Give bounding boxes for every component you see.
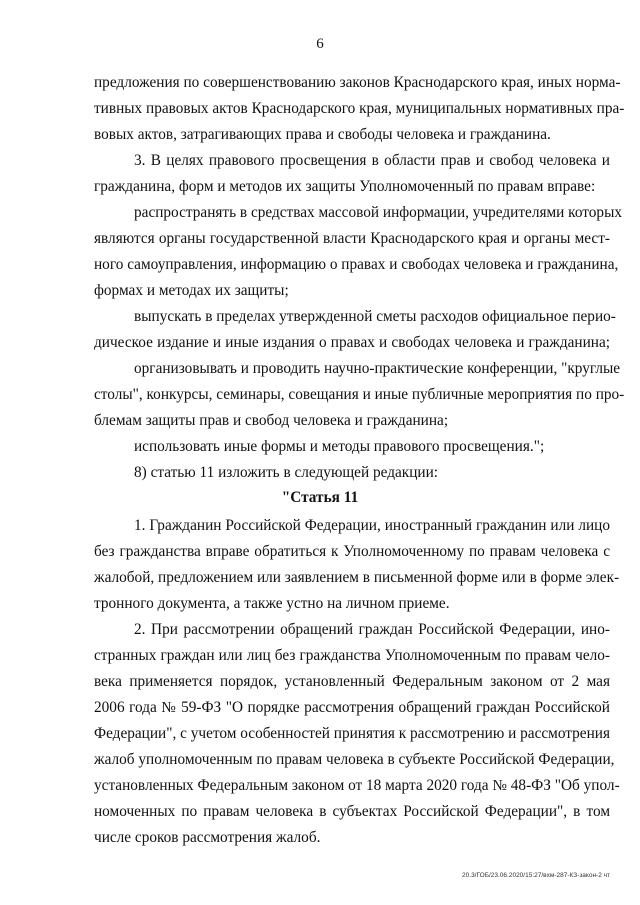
text-line: странных граждан или лиц без гражданства Уполномоченным по правам чело- bbox=[94, 647, 610, 664]
text-line: номоченных по правам человека в субъектах Российской Федерации", в том bbox=[94, 803, 610, 820]
page-number: 6 bbox=[316, 36, 324, 52]
article-heading: "Статья 11 bbox=[281, 489, 359, 506]
text-line: блемам защиты прав и свобод человека и гражданина; bbox=[94, 412, 449, 429]
text-line: дическое издание и иные издания о правах и свободах человека и гражданина; bbox=[94, 334, 610, 351]
text-line: ного самоуправления, информацию о правах и свободах человека и гражданина, bbox=[94, 256, 619, 273]
text-line: предложения по совершенствованию законов Краснодарского края, иных норма- bbox=[94, 74, 621, 91]
text-line: формах и методах их защиты; bbox=[94, 282, 289, 299]
text-line: 2. При рассмотрении обращений граждан Российской Федерации, ино- bbox=[134, 621, 610, 638]
text-line: тронного документа, а также устно на личном приеме. bbox=[94, 595, 450, 612]
text-line: выпускать в пределах утвержденной сметы расходов официальное перио- bbox=[134, 308, 616, 325]
text-line: Федерации", с учетом особенностей принятия к рассмотрению и рассмотрения bbox=[94, 725, 610, 742]
text-line: столы", конкурсы, семинары, совещания и иные публичные мероприятия по про- bbox=[94, 386, 625, 403]
text-line: тивных правовых актов Краснодарского края, муниципальных нормативных пра- bbox=[94, 100, 625, 117]
text-line: установленных Федеральным законом от 18 марта 2020 года № 48-ФЗ "Об упол- bbox=[94, 777, 620, 794]
text-line: вовых актов, затрагивающих права и свободы человека и гражданина. bbox=[94, 126, 551, 143]
text-line: использовать иные формы и методы правового просвещения."; bbox=[134, 438, 545, 455]
text-line: 8) статью 11 изложить в следующей редакции: bbox=[134, 464, 439, 481]
text-line: являются органы государственной власти Краснодарского края и органы мест- bbox=[94, 230, 610, 247]
text-line: 2006 года № 59-ФЗ "О порядке рассмотрения обращений граждан Российской bbox=[94, 699, 610, 716]
text-line: 3. В целях правового просвещения в области прав и свобод человека и bbox=[134, 152, 610, 169]
text-line: века применяется порядок, установленный Федеральным законом от 2 мая bbox=[94, 673, 610, 690]
text-line: гражданина, форм и методов их защиты Уполномоченный по правам вправе: bbox=[94, 178, 596, 195]
text-line: 1. Гражданин Российской Федерации, иностранный гражданин или лицо bbox=[134, 517, 610, 534]
footer-code: 20.3/ГОБ/23.06.2020/15:27/вхм-287-КЗ-закон-2 чт bbox=[462, 872, 610, 879]
text-line: числе сроков рассмотрения жалоб. bbox=[94, 829, 321, 846]
text-line: распространять в средствах массовой информации, учредителями которых bbox=[134, 204, 622, 221]
text-line: организовывать и проводить научно-практические конференции, "круглые bbox=[134, 360, 621, 377]
text-line: без гражданства вправе обратиться к Уполномоченному по правам человека с bbox=[94, 543, 610, 560]
text-line: жалоб уполномоченным по правам человека в субъекте Российской Федерации, bbox=[94, 751, 615, 768]
text-line: жалобой, предложением или заявлением в письменной форме или в форме элек- bbox=[94, 569, 620, 586]
